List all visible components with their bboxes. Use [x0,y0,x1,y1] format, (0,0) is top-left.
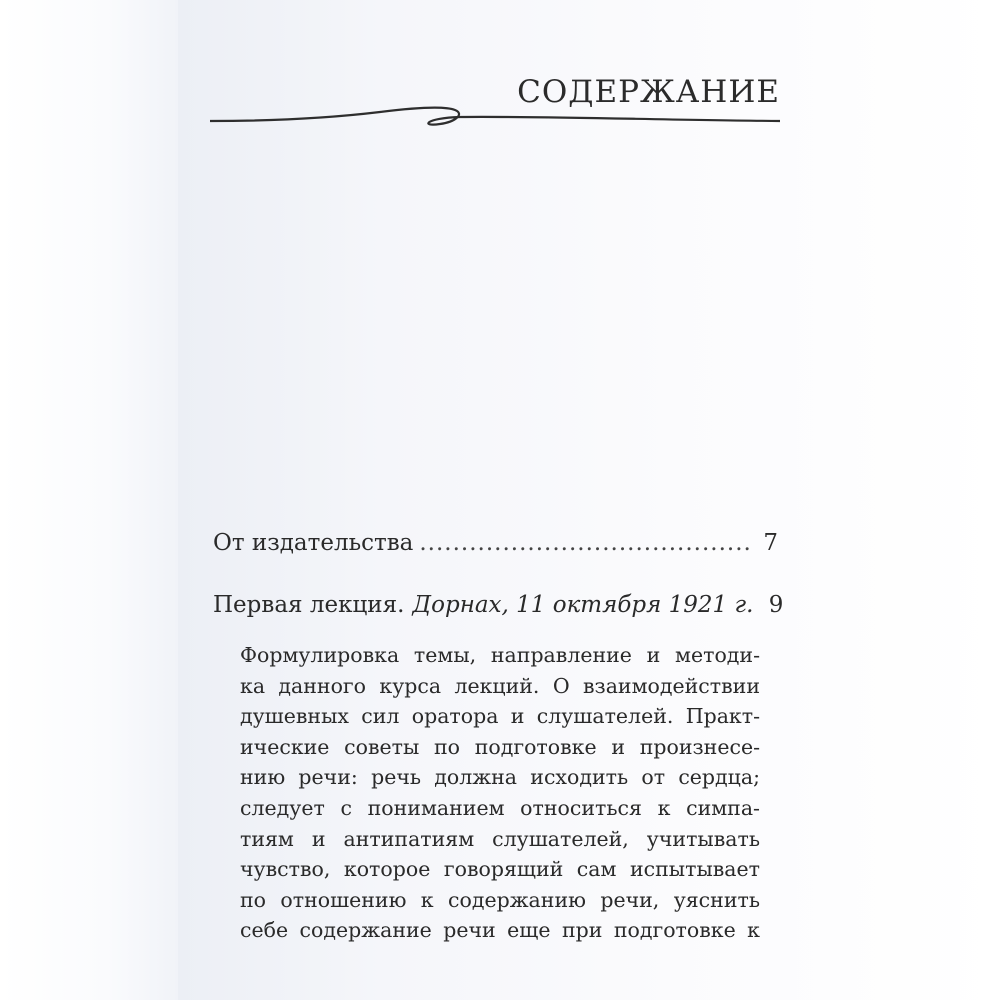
page-margin [0,0,178,1000]
summary-line: себе содержание речи еще при подготовке к [240,918,760,943]
summary-line: нию речи: речь должна исходить от сердца; [240,765,760,790]
toc-entry-date: Дорнах, 11 октября 1921 г. [412,592,754,618]
summary-line: Формулировка темы, направление и методи- [240,643,760,667]
decorative-rule [210,100,780,140]
lecture-summary [240,640,760,946]
summary-line: тиям и антипатиям слушателей, учитывать [240,826,760,851]
summary-line: ические советы по подготовке и произнесе- [240,734,760,759]
toc-entry-title: Первая лекция. [213,592,405,618]
toc-entry[interactable] [213,592,784,618]
toc-leader-dots [419,530,754,556]
summary-line: по отношению к содержанию речи, уяснить [240,887,760,912]
toc-entry-title: От издательства [213,530,414,556]
toc-page-number: 9 [768,592,784,618]
summary-line: чувство, которое говорящий сам испытывает [240,857,760,882]
toc-entry[interactable] [213,530,778,556]
page-title: СОДЕРЖАНИЕ [517,74,780,110]
summary-line: ка данного курса лекций. О взаимодействии [240,673,760,698]
book-page [178,0,1000,1000]
toc-page-number: 7 [763,530,778,556]
summary-line: душевных сил оратора и слушателей. Практ- [240,704,760,729]
summary-line: следует с пониманием относиться к симпа- [240,795,760,820]
